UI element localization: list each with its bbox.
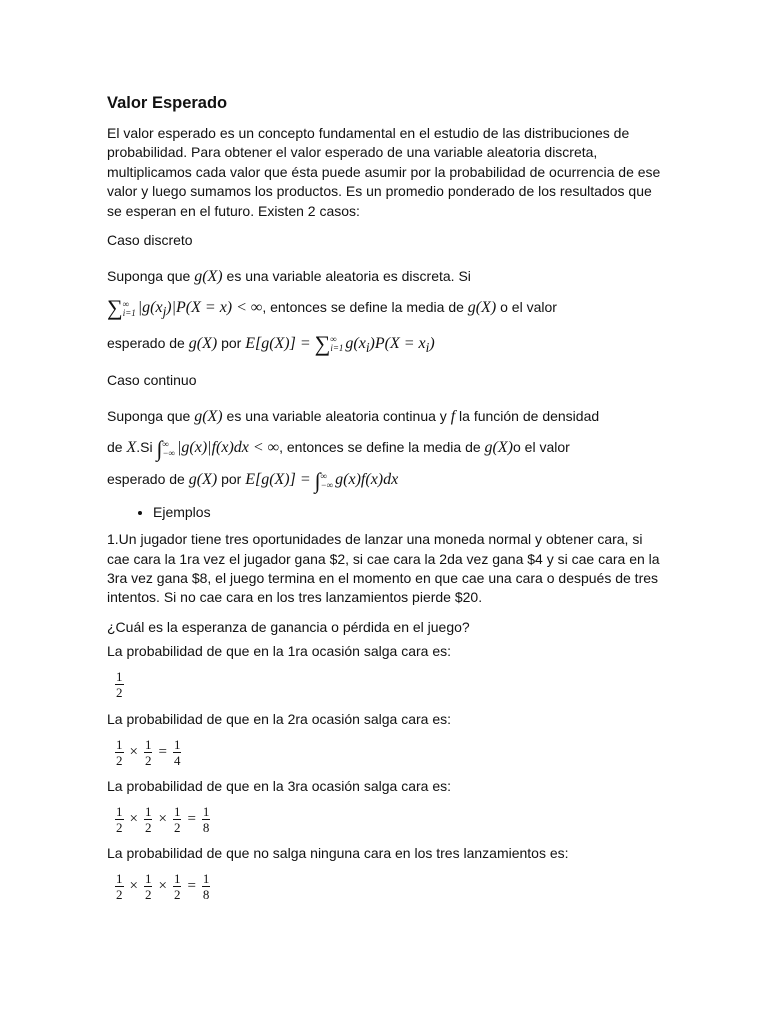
continuous-paragraph: Suponga que g(X) es una variable aleatoria continua y f la función de densidad de X.Si ∫ ∞ −∞ |g(x)|f(x)dx < ∞, entonces se define la media de g(X)o el valor esperado de g(X) por E[g(X)] = ∫ ∞ −∞ g(x)f(x)dx	[107, 408, 600, 494]
fraction: $\frac{1}{8}$	[202, 871, 210, 903]
fraction: $\frac{1}{2}$	[116, 669, 123, 701]
document-content	[107, 92, 667, 912]
discrete-paragraph: Suponga que g(X) es una variable aleatoria es discreta. Si ∑ ∞ i=1 $|g(x_j)|P(X = x)$ < ∞, entonces se define la media de g(X) o el valor esperado de g(X) por E[g(X)] = ∑ ∞ i=1 $g(x_i)P(X = x_i)$	[107, 268, 557, 356]
math-gX: g(X)	[188, 471, 218, 489]
question-paragraph: ¿Cuál es la esperanza de ganancia o pérdida en el juego?	[107, 618, 470, 635]
fraction: $\frac{1}{2}$	[116, 871, 123, 903]
math-gX: g(X)	[467, 299, 497, 317]
continuous-heading: Caso continuo	[107, 371, 197, 388]
fraction: $\frac{1}{4}$	[173, 736, 181, 768]
fraction: $\frac{1}{2}$	[144, 803, 152, 835]
fraction: $\frac{1}{2}$	[116, 736, 123, 768]
list-item: • Ejemplos	[153, 502, 667, 522]
math-gX: g(X)	[194, 408, 223, 426]
page-title: Valor Esperado	[107, 94, 228, 112]
probability-4-text: La probabilidad de que no salga ninguna cara en los tres lanzamientos es:	[107, 845, 569, 862]
intro-paragraph: El valor esperado es un concepto fundamental en el estudio de las distribuciones de probabilidad. Para obtener el valor esperado de una variable aleatoria discreta, multiplicamos cada valor que ésta puede asumir por la probabilidad de ocurrencia de ese valor y luego sumamos los productos. Es un promedio ponderado de los resultados que se esperan en el futuro. Existen 2 casos:	[107, 125, 661, 219]
math-integral-condition: ∫ ∞ −∞ |g(x)|f(x)dx < ∞	[156, 436, 280, 462]
math-X: X	[126, 439, 137, 457]
math-expectation-continuous: E[g(X)] = ∫ ∞ −∞ g(x)f(x)dx	[245, 468, 399, 494]
fraction-row-4: $\frac{1}{2}$ × $\frac{1}{2}$ × $\frac{1}{2}$ = $\frac{1}{8}$	[116, 871, 210, 903]
math-gX: g(X)	[188, 334, 218, 352]
fraction-row-2: $\frac{1}{2}$ × $\frac{1}{2}$ = $\frac{1}{4}$	[116, 736, 181, 768]
math-sum-condition: ∑ ∞ i=1 $|g(x_j)|P(X = x)$ < ∞	[107, 295, 263, 321]
discrete-heading: Caso discreto	[107, 232, 193, 249]
math-expectation-discrete: E[g(X)] = ∑ ∞ i=1 $g(x_i)P(X = x_i)$	[245, 330, 435, 356]
fraction: $\frac{1}{2}$	[173, 803, 181, 835]
fraction: $\frac{1}{2}$	[144, 871, 152, 903]
fraction-row-3: $\frac{1}{2}$ × $\frac{1}{2}$ × $\frac{1}{2}$ = $\frac{1}{8}$	[116, 803, 210, 835]
fraction: $\frac{1}{8}$	[202, 803, 210, 835]
fraction-row-1	[113, 668, 667, 702]
math-f: f	[450, 408, 456, 426]
example-paragraph: 1.Un jugador tiene tres oportunidades de lanzar una moneda normal y obtener cara, si cae cara la 1ra vez el jugador gana $2, si cae cara la 2da vez gana $4 y si cae cara en la 3ra vez gana $8, el juego termina en el momento en que cae una cara o después de tres intentos. Si no cae cara en los tres lanzamientos pierde $20.	[107, 531, 660, 606]
math-gX: g(X)	[194, 268, 223, 286]
probability-3-text: La probabilidad de que en la 3ra ocasión salga cara es:	[107, 778, 452, 795]
probability-1-text: La probabilidad de que en la 1ra ocasión salga cara es:	[107, 643, 452, 660]
bullet-list	[107, 502, 667, 522]
fraction: $\frac{1}{2}$	[173, 871, 181, 903]
probability-2-text: La probabilidad de que en la 2ra ocasión salga cara es:	[107, 710, 452, 727]
fraction: $\frac{1}{2}$	[144, 736, 152, 768]
math-gX: g(X)	[484, 439, 513, 457]
fraction: $\frac{1}{2}$	[116, 803, 123, 835]
